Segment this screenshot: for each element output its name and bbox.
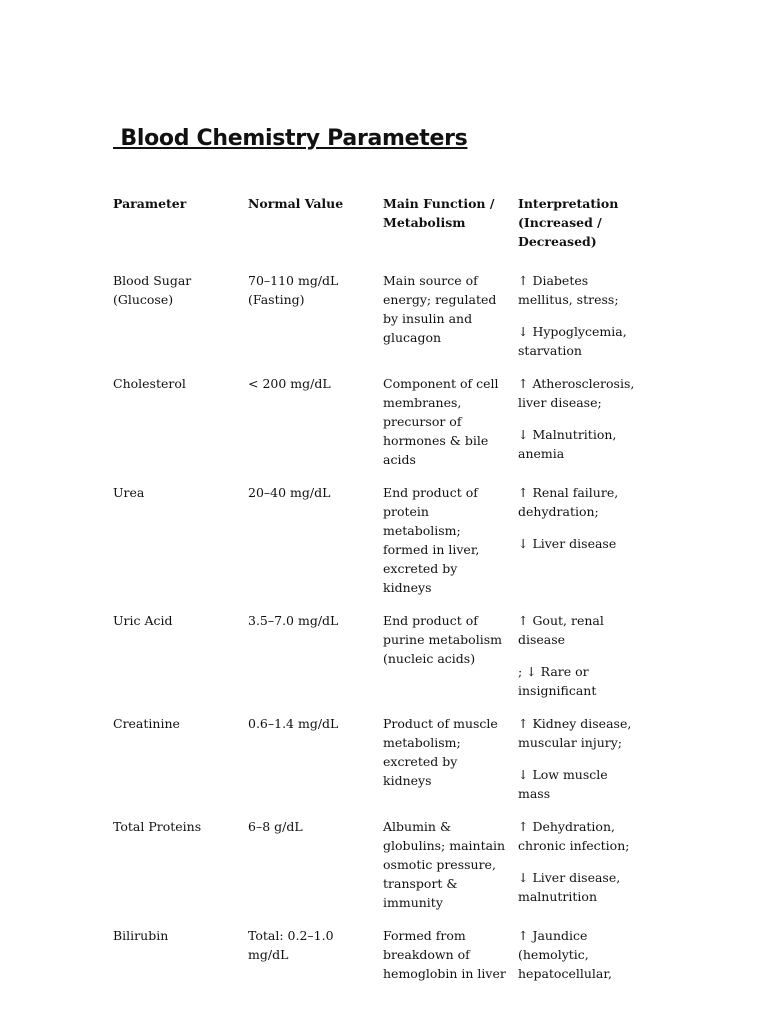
table-row [108,268,648,371]
interpretation-increased: ↑ Diabetes mellitus, stress; [518,273,619,307]
interpretation-increased: ↑ Atherosclerosis, liver disease; [518,376,635,410]
table-row [108,923,648,994]
interpretation-decreased: ↓ Liver disease, malnutrition [518,870,621,904]
blood-chemistry-table [108,192,648,994]
header-parameter: Parameter [113,196,187,211]
table-row [108,711,648,814]
header-normal-value: Normal Value [248,196,344,211]
cell-function: Main source of energy; regulated by insulin and glucagon [383,273,497,345]
interpretation-increased: ↑ Renal failure, dehydration; [518,485,619,519]
cell-interpretation [513,371,648,480]
cell-interpretation [513,814,648,923]
cell-parameter: Urea [113,485,145,500]
interpretation-decreased: ↓ Hypoglycemia, starvation [518,324,627,358]
interpretation-decreased: ↓ Liver disease [518,536,617,551]
interpretation-decreased: ↓ Malnutrition, anemia [518,427,617,461]
cell-normal-value: 6–8 g/dL [248,819,303,834]
cell-parameter: Total Proteins [113,819,202,834]
cell-normal-value: Total: 0.2–1.0 mg/dL [248,928,334,962]
cell-parameter: Cholesterol [113,376,186,391]
cell-function: Formed from breakdown of hemoglobin in liver [383,928,506,981]
cell-interpretation [513,923,648,994]
table-row [108,814,648,923]
document-title: Blood Chemistry Parameters [113,126,468,151]
cell-parameter: Creatinine [113,716,180,731]
cell-normal-value: 3.5–7.0 mg/dL [248,613,339,628]
cell-parameter: Bilirubin [113,928,169,943]
cell-function: End product of protein metabolism; formed in liver, excreted by kidneys [383,485,480,595]
table-row [108,371,648,480]
interpretation-decreased: ↓ Low muscle mass [518,767,608,801]
cell-normal-value: 20–40 mg/dL [248,485,331,500]
interpretation-increased: ↑ Jaundice (hemolytic, hepatocellular, [518,928,612,981]
table-header-row [108,192,648,268]
cell-interpretation [513,608,648,711]
interpretation-decreased: ; ↓ Rare or insignificant [518,664,597,698]
cell-interpretation [513,268,648,371]
cell-normal-value: 0.6–1.4 mg/dL [248,716,339,731]
interpretation-increased: ↑ Dehydration, chronic infection; [518,819,630,853]
header-main-function: Main Function / Metabolism [383,196,495,230]
table-row [108,480,648,608]
cell-function: End product of purine metabolism (nucleic acids) [383,613,502,666]
interpretation-increased: ↑ Gout, renal disease [518,613,604,647]
header-interpretation: Interpretation (Increased / Decreased) [518,196,619,249]
cell-function: Product of muscle metabolism; excreted by kidneys [383,716,498,788]
interpretation-increased: ↑ Kidney disease, muscular injury; [518,716,632,750]
cell-parameter: Uric Acid [113,613,173,628]
cell-interpretation [513,711,648,814]
cell-normal-value: 70–110 mg/dL (Fasting) [248,273,339,307]
table-row [108,608,648,711]
cell-interpretation [513,480,648,608]
cell-function: Component of cell membranes, precursor of hormones & bile acids [383,376,499,467]
cell-parameter: Blood Sugar (Glucose) [113,273,192,307]
cell-normal-value: < 200 mg/dL [248,376,331,391]
cell-function: Albumin & globulins; maintain osmotic pressure, transport & immunity [383,819,506,910]
